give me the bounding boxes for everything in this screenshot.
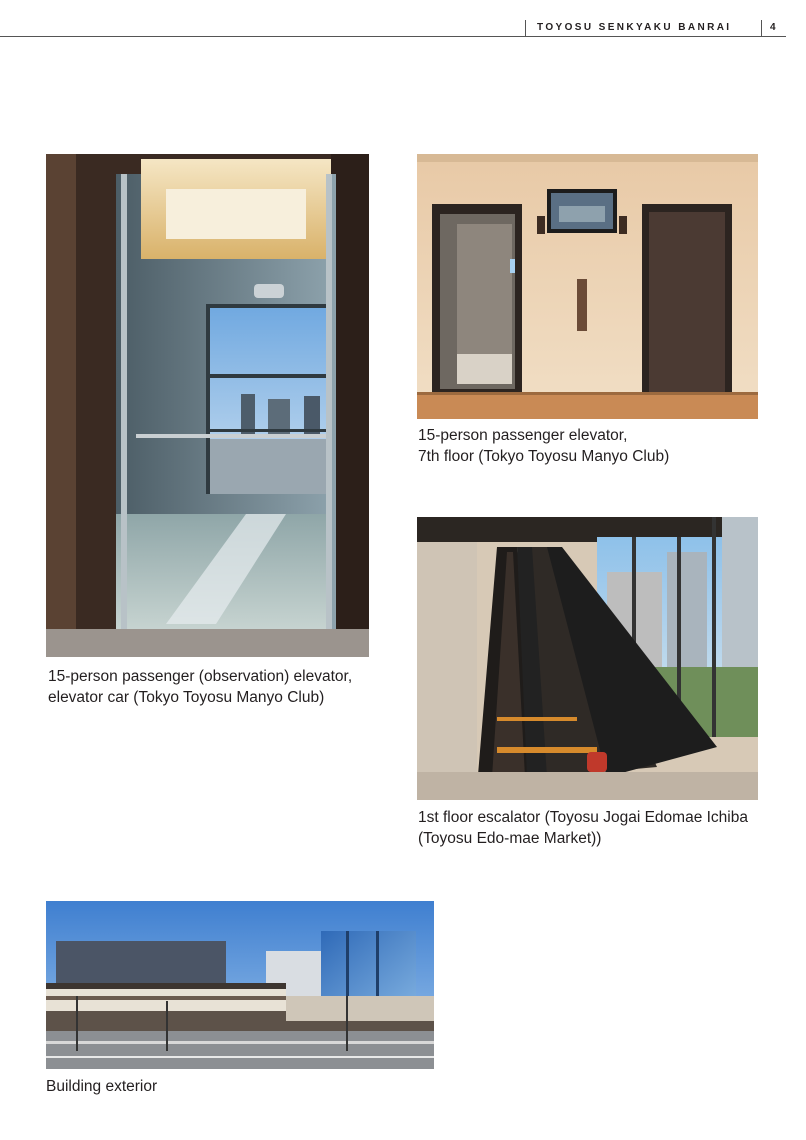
caption-elevator-hall <box>418 425 669 467</box>
caption-line: elevator car (Tokyo Toyosu Manyo Club) <box>48 689 325 706</box>
elevator-hall-photo <box>417 154 758 419</box>
page-number: 4 <box>770 22 776 33</box>
escalator-photo <box>417 517 758 800</box>
caption-line: 15-person passenger elevator, <box>418 427 628 444</box>
header-divider-right <box>761 20 762 36</box>
caption-line: 7th floor (Tokyo Toyosu Manyo Club) <box>418 448 670 465</box>
building-exterior-photo <box>46 901 434 1069</box>
header-divider-left <box>525 20 526 36</box>
caption-line: Building exterior <box>46 1078 158 1095</box>
running-header-title: TOYOSU SENKYAKU BANRAI <box>537 22 732 33</box>
observation-elevator-car-photo <box>46 154 369 657</box>
caption-line: 1st floor escalator (Toyosu Jogai Edomae Ichiba <box>418 809 748 826</box>
caption-line: 15-person passenger (observation) elevator, <box>48 668 353 685</box>
caption-escalator <box>418 807 748 849</box>
caption-building-exterior <box>46 1076 157 1097</box>
caption-line: (Toyosu Edo-mae Market)) <box>418 830 602 847</box>
caption-observation-elevator <box>48 666 352 708</box>
header-rule <box>0 36 786 37</box>
